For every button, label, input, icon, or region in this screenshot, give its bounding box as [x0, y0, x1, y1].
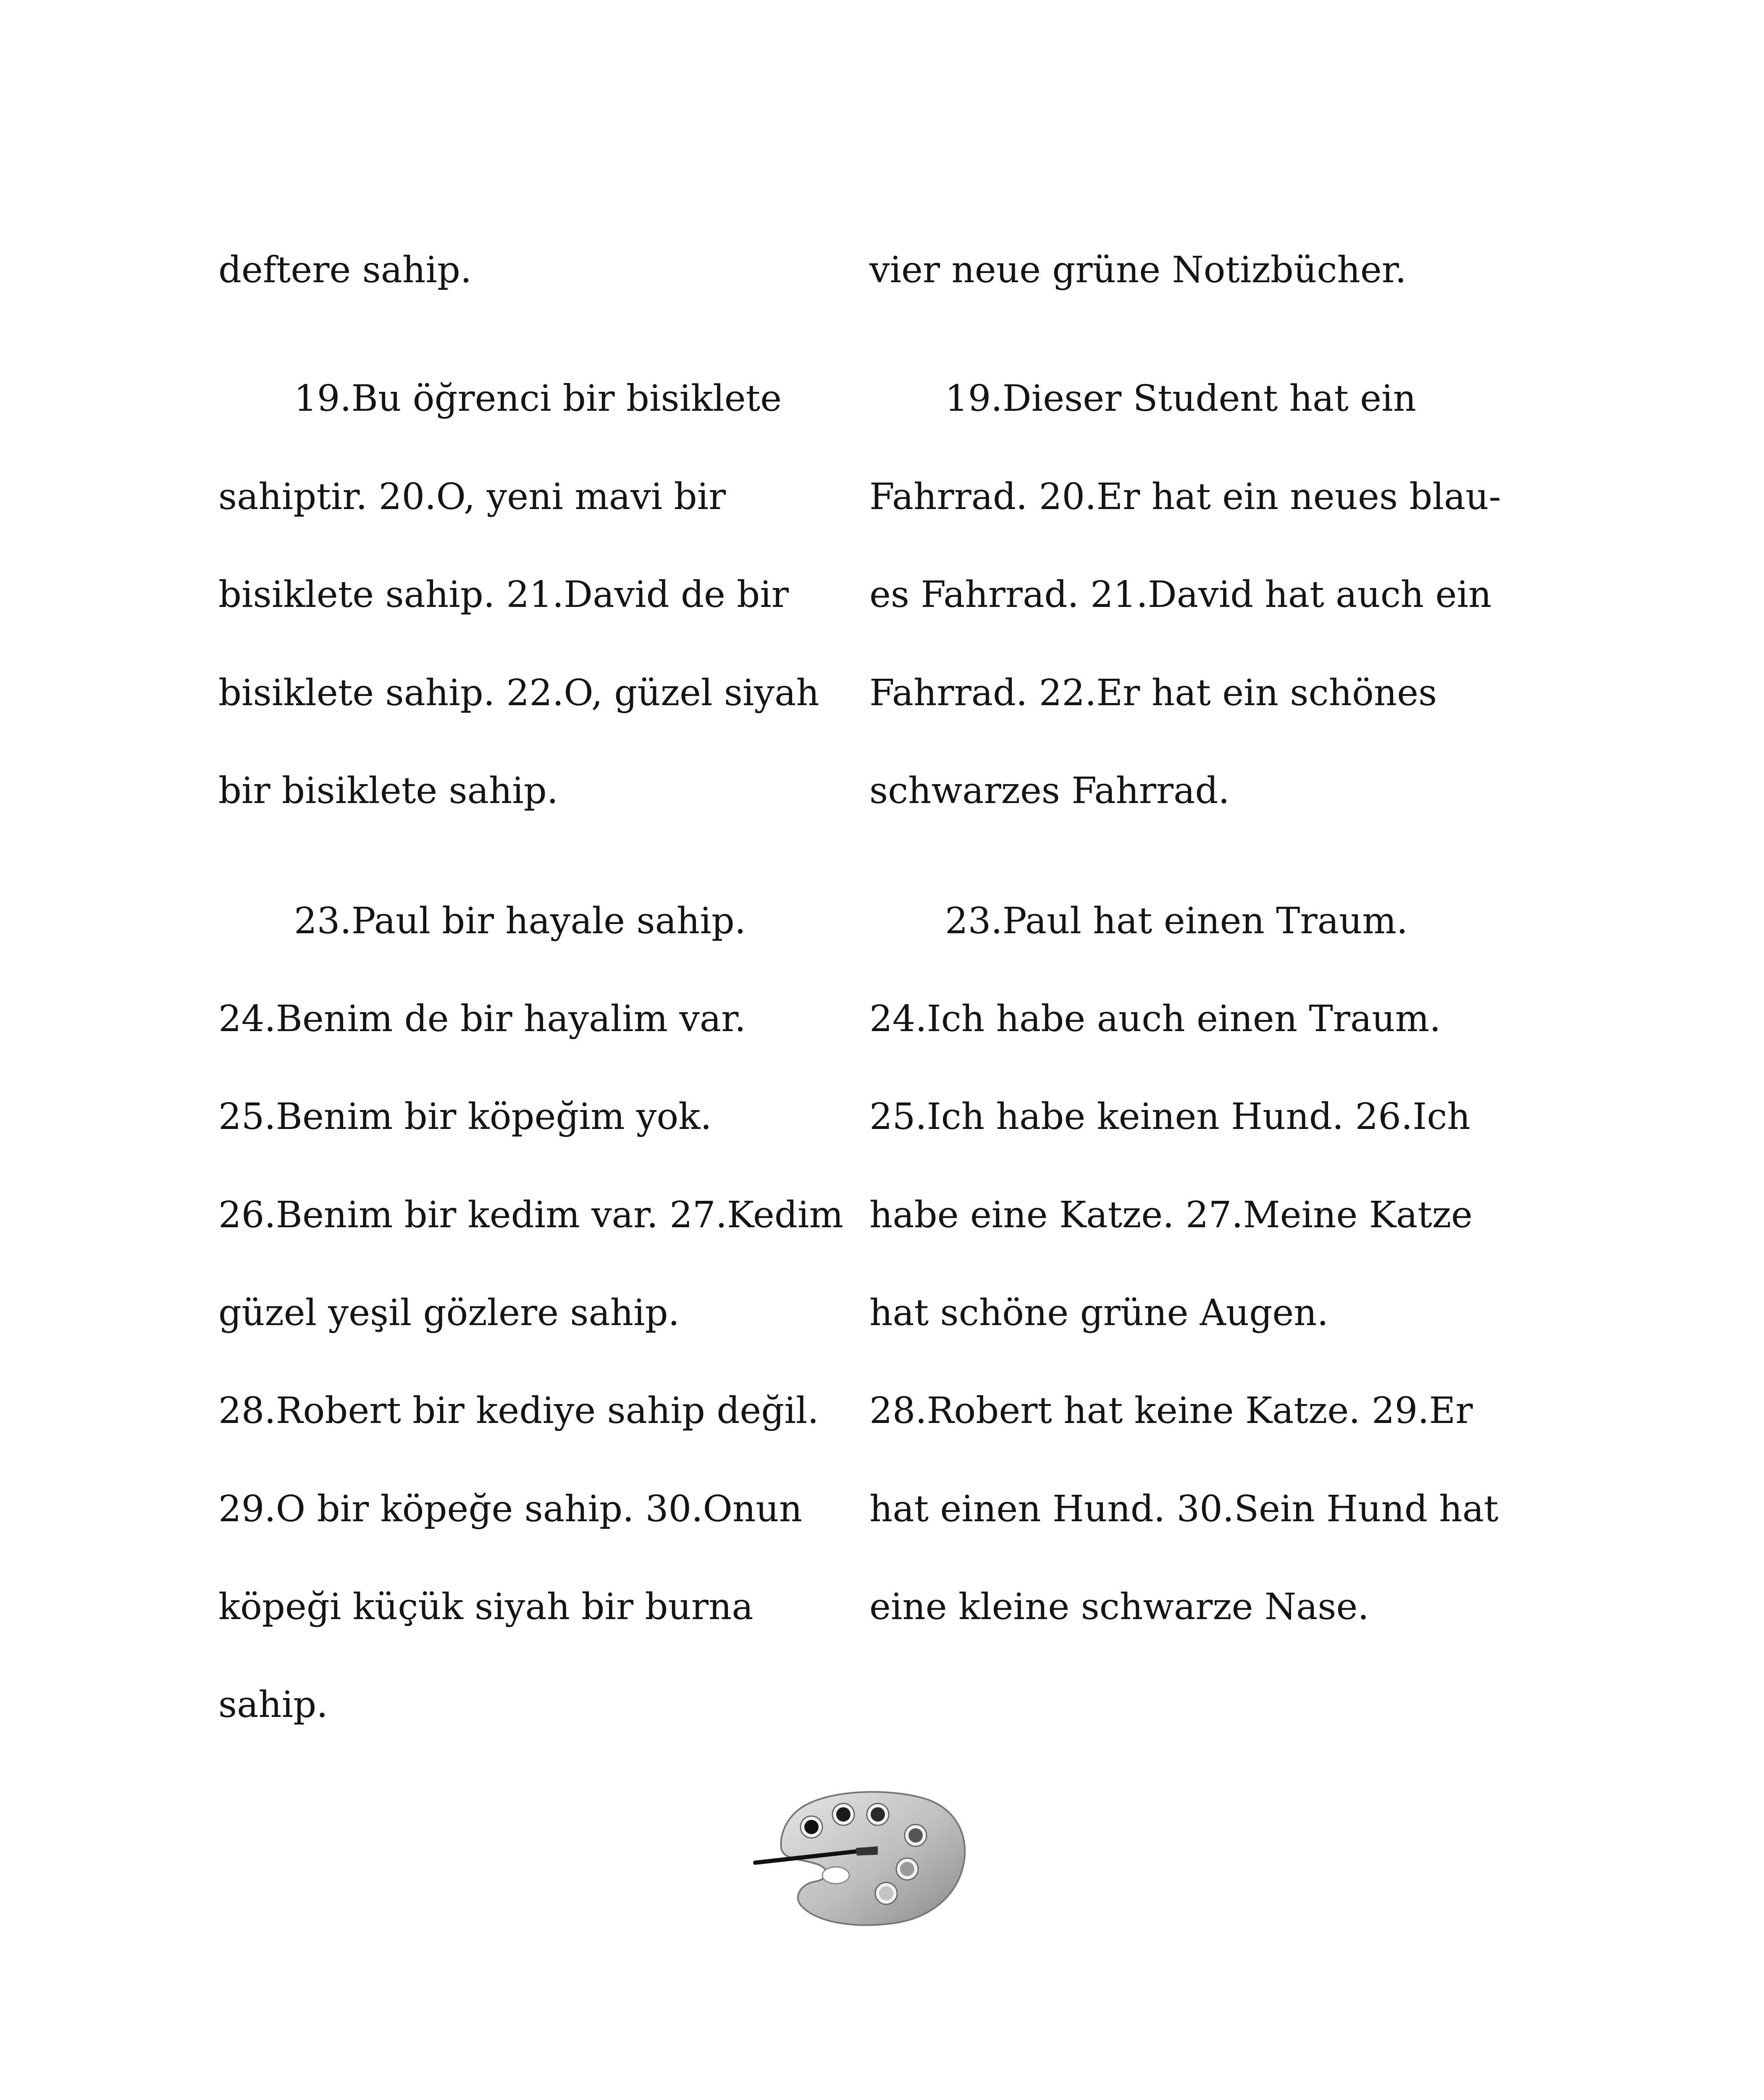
- right-line: hat schöne grüne Augen.: [869, 1292, 1328, 1334]
- right-line: es Fahrrad. 21.David hat auch ein: [869, 574, 1492, 616]
- left-line: köpeği küçük siyah bir burna: [218, 1586, 753, 1628]
- left-line: 24.Benim de bir hayalim var.: [218, 998, 746, 1040]
- right-line: 25.Ich habe keinen Hund. 26.Ich: [869, 1096, 1470, 1138]
- left-line: sahip.: [218, 1684, 328, 1726]
- left-line: bisiklete sahip. 22.O, güzel siyah: [218, 672, 819, 714]
- left-line: 19.Bu öğrenci bir bisiklete: [294, 378, 782, 420]
- left-line: 25.Benim bir köpeğim yok.: [218, 1096, 712, 1138]
- right-line: 24.Ich habe auch einen Traum.: [869, 998, 1441, 1040]
- left-line: bir bisiklete sahip.: [218, 770, 559, 812]
- right-line: 19.Dieser Student hat ein: [945, 378, 1417, 420]
- right-line: 28.Robert hat keine Katze. 29.Er: [869, 1390, 1473, 1432]
- left-line: 26.Benim bir kedim var. 27.Kedim: [218, 1194, 843, 1236]
- right-line: Fahrrad. 20.Er hat ein neues blau-: [869, 476, 1501, 518]
- right-line: hat einen Hund. 30.Sein Hund hat: [869, 1488, 1499, 1530]
- right-line: habe eine Katze. 27.Meine Katze: [869, 1194, 1473, 1236]
- right-line: vier neue grüne Notizbücher.: [869, 249, 1407, 291]
- left-line: 23.Paul bir hayale sahip.: [294, 900, 746, 942]
- left-line: güzel yeşil gözlere sahip.: [218, 1292, 680, 1334]
- right-line: schwarzes Fahrrad.: [869, 770, 1230, 812]
- right-line: 23.Paul hat einen Traum.: [945, 900, 1408, 942]
- left-line: deftere sahip.: [218, 249, 472, 291]
- paint-palette-icon: [752, 1781, 974, 1932]
- left-line: sahiptir. 20.O, yeni mavi bir: [218, 476, 726, 518]
- left-line: bisiklete sahip. 21.David de bir: [218, 574, 789, 616]
- left-line: 29.O bir köpeğe sahip. 30.Onun: [218, 1488, 803, 1530]
- right-line: Fahrrad. 22.Er hat ein schönes: [869, 672, 1437, 714]
- right-line: eine kleine schwarze Nase.: [869, 1586, 1369, 1628]
- left-line: 28.Robert bir kediye sahip değil.: [218, 1390, 819, 1432]
